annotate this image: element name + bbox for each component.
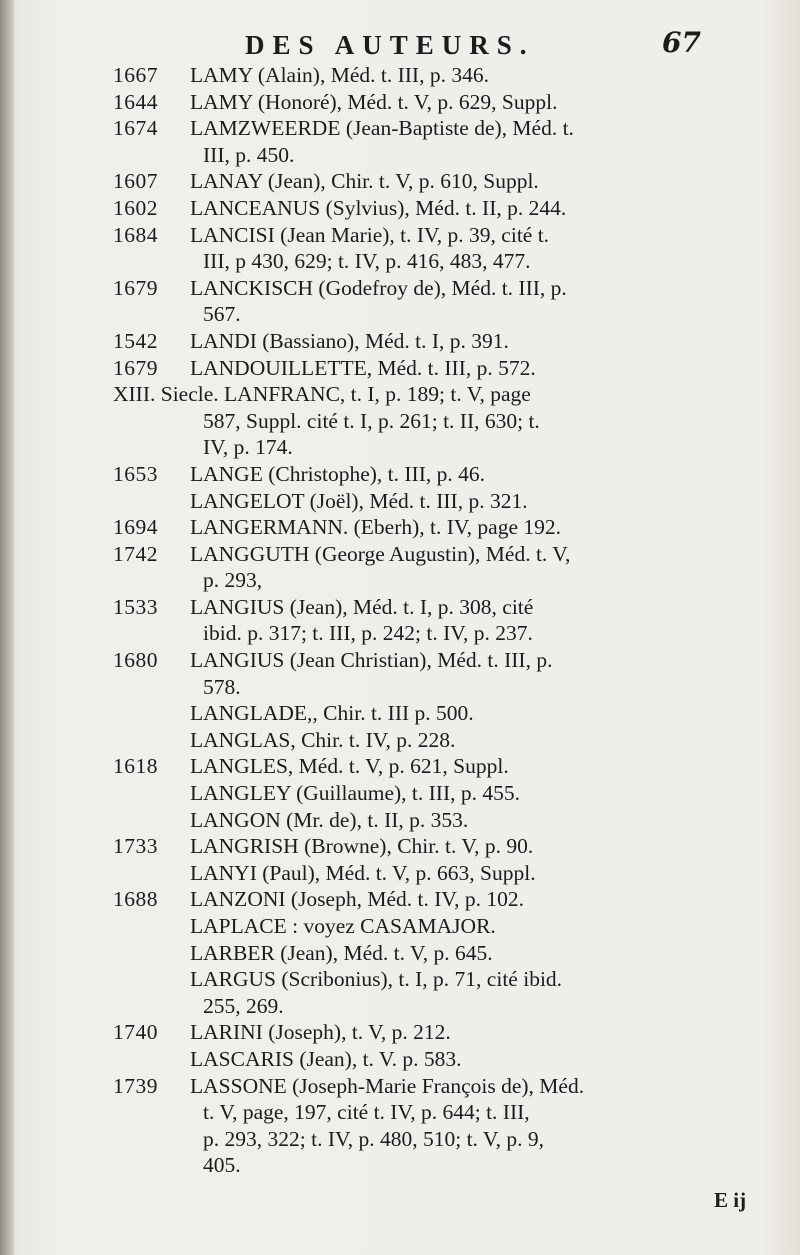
index-entry-line xyxy=(0,301,800,328)
index-entry-line xyxy=(0,1099,800,1126)
index-entry-line xyxy=(0,89,800,116)
entry-year: 1667 xyxy=(113,63,158,87)
entry-year: 1684 xyxy=(113,222,158,247)
entry-text: LANDOUILLETTE, Méd. t. III, p. 572. xyxy=(190,355,536,380)
index-entry-line xyxy=(0,940,800,967)
entry-text: LARGUS (Scribonius), t. I, p. 71, cité ibid. xyxy=(190,967,563,992)
index-entry-line xyxy=(0,115,800,142)
index-entry-line xyxy=(0,541,800,568)
entry-text: III, p. 450. xyxy=(203,142,295,167)
entry-text: LANCEANUS (Sylvius), Méd. t. II, p. 244. xyxy=(190,195,567,220)
entry-text: LANAY (Jean), Chir. t. V, p. 610, Suppl. xyxy=(190,169,539,194)
entry-text: LANGGUTH (George Augustin), Méd. t. V, xyxy=(190,541,571,566)
index-entry-line xyxy=(0,1046,800,1073)
entry-year: 1694 xyxy=(113,515,158,540)
index-entry-line xyxy=(0,408,800,435)
entry-year: 1653 xyxy=(113,461,158,486)
entry-text: LANGLADE,, Chir. t. III p. 500. xyxy=(190,701,474,726)
index-entry-line xyxy=(0,488,800,515)
entry-text: LANZONI (Joseph, Méd. t. IV, p. 102. xyxy=(190,887,525,912)
entry-text: LANDI (Bassiano), Méd. t. I, p. 391. xyxy=(190,328,509,353)
entry-text: LANGIUS (Jean Christian), Méd. t. III, p. xyxy=(190,648,553,673)
entry-text: LARINI (Joseph), t. V, p. 212. xyxy=(190,1020,451,1045)
entry-text: LANGLAS, Chir. t. IV, p. 228. xyxy=(190,727,456,752)
entry-text: ibid. p. 317; t. III, p. 242; t. IV, p. 237. xyxy=(203,621,533,646)
entry-year: 1688 xyxy=(113,887,158,912)
entry-year: 1533 xyxy=(113,594,158,619)
index-entry-line xyxy=(0,248,800,275)
entry-year: 1674 xyxy=(113,116,158,141)
entry-year: 1679 xyxy=(113,275,158,300)
entry-text: LARBER (Jean), Méd. t. V, p. 645. xyxy=(190,940,493,965)
entry-year: 1680 xyxy=(113,648,158,673)
index-entry-line xyxy=(0,168,800,195)
entry-text: LANGLEY (Guillaume), t. III, p. 455. xyxy=(190,781,520,806)
entry-year: 1607 xyxy=(113,169,158,194)
entry-text: LANGELOT (Joël), Méd. t. III, p. 321. xyxy=(190,488,528,513)
index-entry-line xyxy=(0,1073,800,1100)
index-entry-line xyxy=(0,833,800,860)
entry-text: III, p 430, 629; t. IV, p. 416, 483, 477. xyxy=(203,249,531,274)
entry-text: 255, 269. xyxy=(203,993,284,1018)
index-entry-line xyxy=(0,647,800,674)
entry-text: LASSONE (Joseph-Marie François de), Méd. xyxy=(190,1073,585,1098)
index-entry-line xyxy=(0,328,800,355)
entry-text: LANYI (Paul), Méd. t. V, p. 663, Suppl. xyxy=(190,860,536,885)
index-entry-line xyxy=(0,195,800,222)
index-entry-line xyxy=(0,381,800,408)
index-entry-line xyxy=(0,1152,800,1179)
index-entry-line xyxy=(0,275,800,302)
index-entry-line xyxy=(0,567,800,594)
printer-signature-mark: E ij xyxy=(714,1188,747,1212)
index-entry-line xyxy=(0,461,800,488)
entry-text: LAMY (Honoré), Méd. t. V, p. 629, Suppl. xyxy=(190,89,558,114)
index-entry-line xyxy=(0,142,800,169)
entry-text: 405. xyxy=(203,1153,241,1178)
index-entry-line xyxy=(0,753,800,780)
running-head-title: DES AUTEURS. xyxy=(245,30,535,60)
index-entry-line xyxy=(0,1126,800,1153)
entry-year: 1740 xyxy=(113,1020,158,1045)
index-entry-line xyxy=(0,434,800,461)
entry-text: LAMZWEERDE (Jean-Baptiste de), Méd. t. xyxy=(190,116,574,141)
entry-text: t. V, page, 197, cité t. IV, p. 644; t. III, xyxy=(203,1100,530,1125)
entry-text: 587, Suppl. cité t. I, p. 261; t. II, 630; t. xyxy=(203,408,540,433)
entry-text: LANGLES, Méd. t. V, p. 621, Suppl. xyxy=(190,754,509,779)
entry-year: 1679 xyxy=(113,355,158,380)
entry-text: 578. xyxy=(203,674,241,699)
entry-year: 1644 xyxy=(113,89,158,114)
index-entry-line xyxy=(0,727,800,754)
index-entry-line xyxy=(0,807,800,834)
entry-text: IV, p. 174. xyxy=(203,435,293,460)
entry-year: 1733 xyxy=(113,834,158,859)
entry-year: 1602 xyxy=(113,195,158,220)
index-entry-line xyxy=(0,780,800,807)
running-head xyxy=(0,26,800,66)
index-entry-line xyxy=(0,355,800,382)
index-entry-line xyxy=(0,913,800,940)
index-entry-line xyxy=(0,860,800,887)
entry-text: LANGE (Christophe), t. III, p. 46. xyxy=(190,461,485,486)
index-entry-line xyxy=(0,1019,800,1046)
index-entry-line xyxy=(0,594,800,621)
entry-text: XIII. Siecle. LANFRANC, t. I, p. 189; t. V, page xyxy=(113,382,531,407)
index-entry-line xyxy=(0,993,800,1020)
entry-text: LAMY (Alain), Méd. t. III, p. 346. xyxy=(190,63,489,87)
index-entry-line xyxy=(0,674,800,701)
index-entry-line xyxy=(0,62,800,89)
page-number: 67 xyxy=(662,26,701,59)
entry-text: LANGIUS (Jean), Méd. t. I, p. 308, cité xyxy=(190,594,534,619)
index-entry-line xyxy=(0,700,800,727)
entry-year: 1618 xyxy=(113,754,158,779)
entry-year: 1542 xyxy=(113,328,158,353)
entry-text: p. 293, xyxy=(203,568,263,593)
index-entry-line xyxy=(0,886,800,913)
entry-year: 1742 xyxy=(113,541,158,566)
entry-text: p. 293, 322; t. IV, p. 480, 510; t. V, p. 9, xyxy=(203,1126,545,1151)
entry-text: LANGERMANN. (Eberh), t. IV, page 192. xyxy=(190,515,562,540)
entry-text: LANGON (Mr. de), t. II, p. 353. xyxy=(190,807,469,832)
entry-text: LANCISI (Jean Marie), t. IV, p. 39, cité t. xyxy=(190,222,550,247)
index-entry-line xyxy=(0,966,800,993)
entry-text: LANCKISCH (Godefroy de), Méd. t. III, p. xyxy=(190,275,567,300)
index-entry-line xyxy=(0,620,800,647)
entry-text: LAPLACE : voyez CASAMAJOR. xyxy=(190,914,496,938)
index-entry-line xyxy=(0,222,800,249)
entry-text: LASCARIS (Jean), t. V. p. 583. xyxy=(190,1046,462,1071)
entry-text: LANGRISH (Browne), Chir. t. V, p. 90. xyxy=(190,834,534,859)
entry-text: 567. xyxy=(203,302,241,327)
index-entry-line xyxy=(0,514,800,541)
author-index-list xyxy=(0,62,800,1179)
entry-year: 1739 xyxy=(113,1073,158,1098)
